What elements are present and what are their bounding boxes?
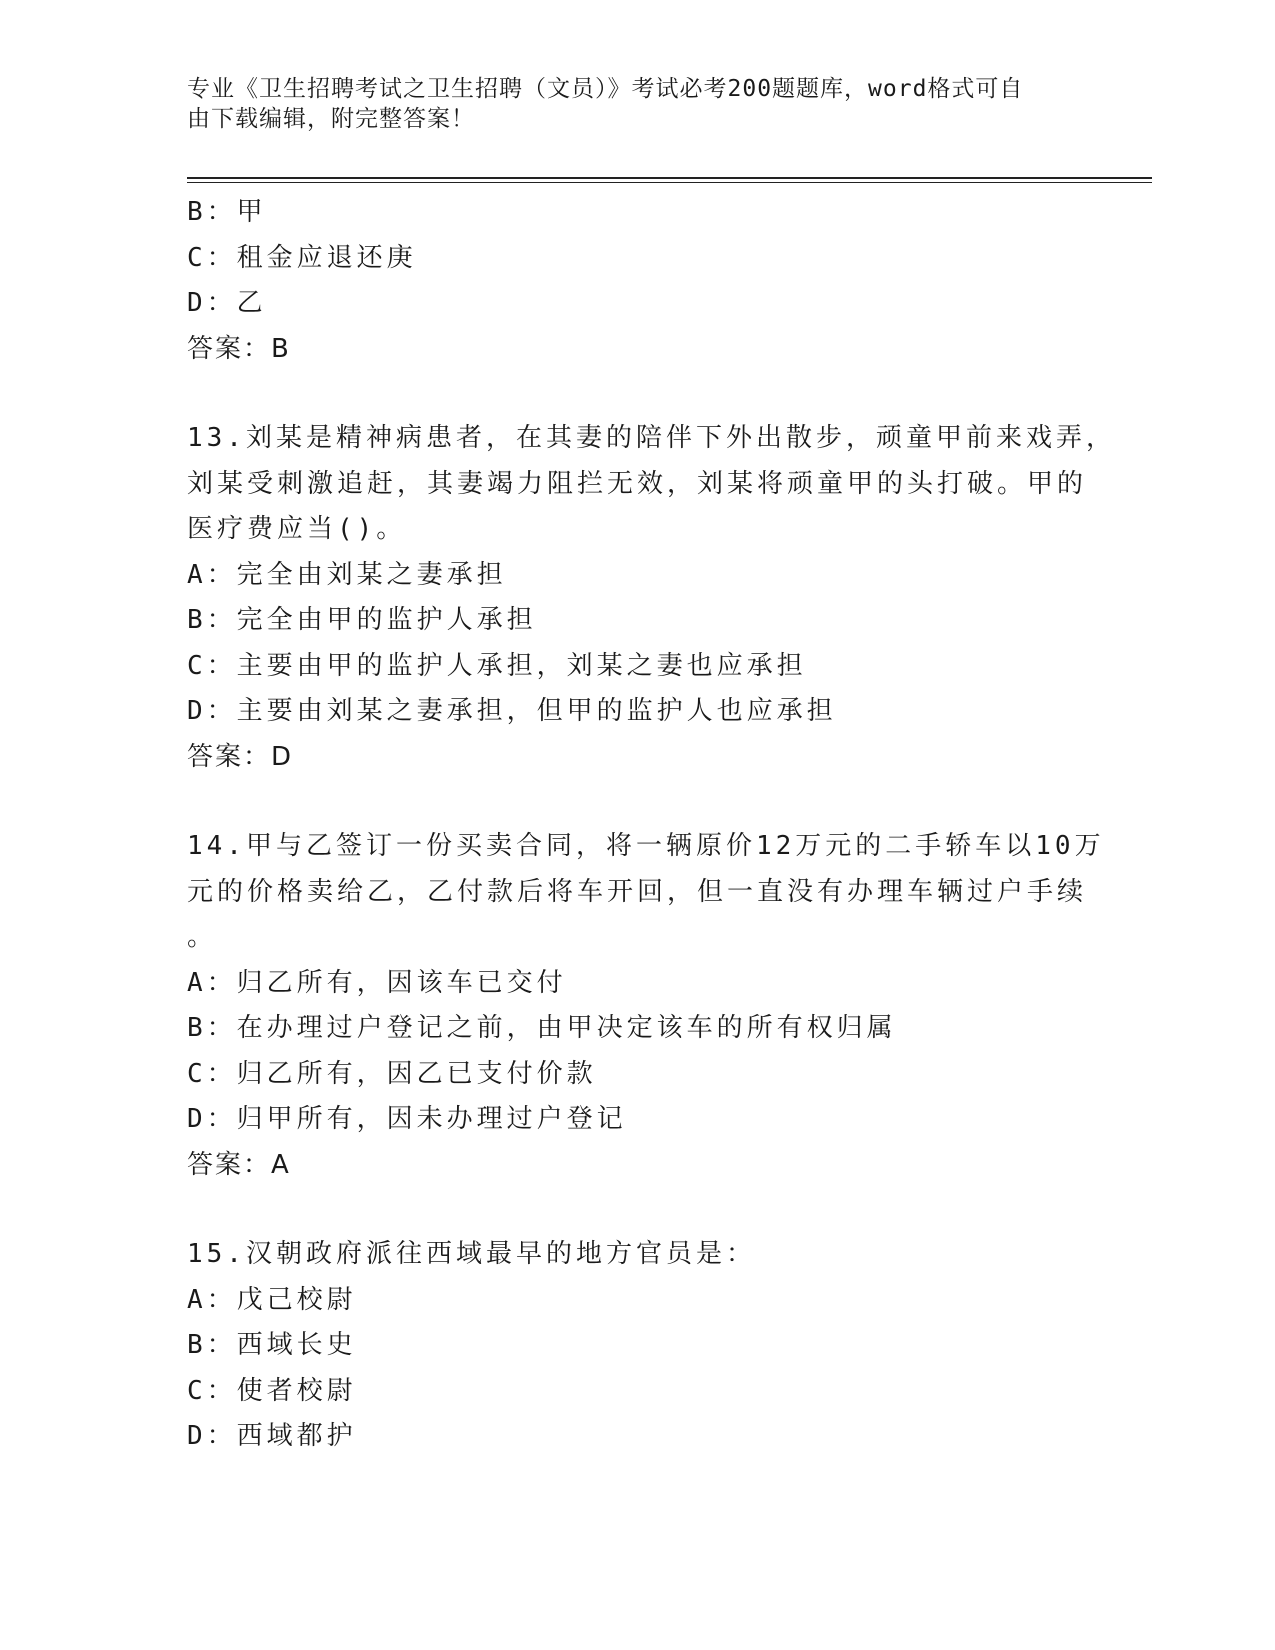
answer-line: 答案：D [187, 741, 294, 772]
document-header [187, 74, 1067, 134]
option-row: B：西域长史 [187, 1330, 357, 1360]
option-row: D：主要由刘某之妻承担，但甲的监护人也应承担 [187, 696, 837, 726]
option-row: B：在办理过户登记之前，由甲决定该车的所有权归属 [187, 1013, 897, 1043]
option-row: D：乙 [187, 288, 267, 318]
spacer [187, 1188, 1087, 1232]
option-row: A：戊己校尉 [187, 1284, 357, 1315]
option-row: A：归乙所有，因该车已交付 [187, 967, 567, 998]
question-13-line-1: 13.刘某是精神病患者，在其妻的陪伴下外出散步，顽童甲前来戏弄， [187, 423, 1116, 453]
question-13-line-2: 刘某受刺激追赶，其妻竭力阻拦无效，刘某将顽童甲的头打破。甲的 [187, 468, 1088, 499]
header-divider-thin [187, 182, 1152, 183]
spacer [187, 780, 1087, 824]
question-14-line-3: 。 [187, 922, 218, 952]
spacer [187, 372, 1087, 416]
option-row: C：归乙所有，因乙已支付价款 [187, 1058, 597, 1089]
option-row: B：甲 [187, 197, 267, 227]
option-row: C：主要由甲的监护人承担，刘某之妻也应承担 [187, 650, 807, 681]
option-row: D：归甲所有，因未办理过户登记 [187, 1104, 627, 1134]
question-13-line-3: 医疗费应当()。 [187, 514, 407, 544]
option-row: C：租金应退还庚 [187, 242, 417, 273]
question-15-line-1: 15.汉朝政府派往西域最早的地方官员是： [187, 1239, 756, 1269]
question-14-line-2: 元的价格卖给乙，乙付款后将车开回，但一直没有办理车辆过户手续 [187, 876, 1088, 907]
header-line-2: 由下载编辑，附完整答案！ [187, 106, 475, 132]
answer-line: 答案：A [187, 1149, 291, 1180]
answer-line: 答案：B [187, 333, 291, 364]
question-14-line-1: 14.甲与乙签订一份买卖合同，将一辆原价12万元的二手轿车以10万 [187, 831, 1105, 861]
option-row: D：西域都护 [187, 1421, 357, 1451]
option-row: C：使者校尉 [187, 1375, 357, 1406]
header-line-1: 专业《卫生招聘考试之卫生招聘（文员）》考试必考200题题库，word格式可自 [187, 76, 1024, 102]
option-row: A：完全由刘某之妻承担 [187, 559, 507, 590]
header-divider-thick [187, 177, 1152, 179]
option-row: B：完全由甲的监护人承担 [187, 605, 537, 635]
question-content [187, 190, 1116, 1460]
